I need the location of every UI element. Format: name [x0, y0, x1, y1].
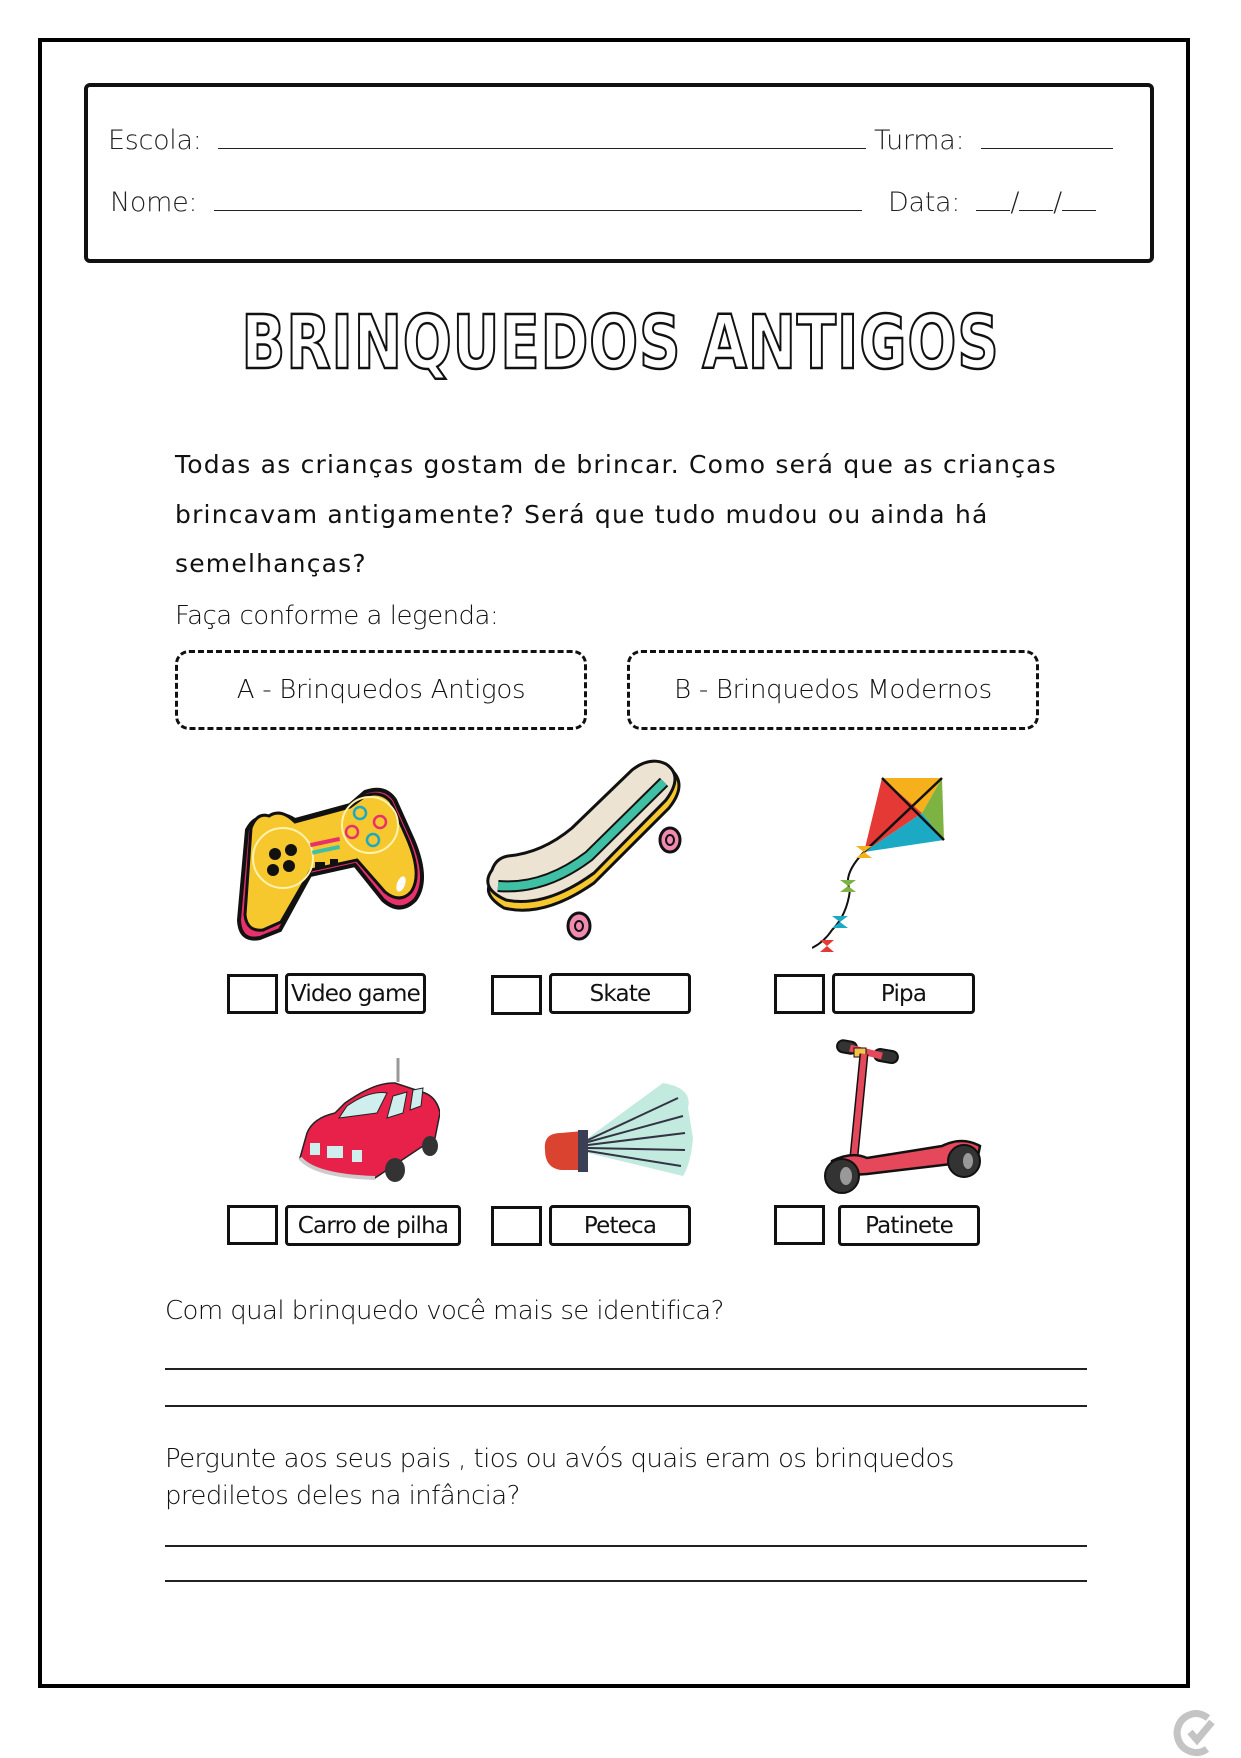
name-row [110, 186, 862, 218]
date-separator: / [1053, 187, 1062, 218]
scooter-icon [812, 1036, 987, 1196]
intro-line: brincavam antigamente? Será que tudo mudou ou ainda há [175, 499, 989, 529]
school-field[interactable] [218, 124, 866, 149]
shuttlecock-icon [543, 1078, 693, 1178]
date-row [888, 186, 1096, 218]
toy-label-pipa: Pipa [832, 973, 975, 1014]
toy-label-patinete: Patinete [838, 1205, 980, 1246]
answer-line[interactable] [165, 1580, 1087, 1582]
answer-checkbox-patinete[interactable] [774, 1205, 825, 1245]
answer-checkbox-carro-de-pilha[interactable] [227, 1205, 278, 1245]
checkmark-logo-icon [1170, 1708, 1220, 1758]
toy-label-video-game: Video game [285, 973, 426, 1014]
date-separator: / [1010, 187, 1020, 218]
class-label: Turma: [874, 125, 965, 156]
name-field[interactable] [214, 186, 862, 211]
page-title: BRINQUEDOS ANTIGOS [241, 300, 1000, 386]
answer-checkbox-peteca[interactable] [491, 1206, 542, 1246]
toy-label-skate: Skate [549, 973, 691, 1014]
question-1 [165, 1293, 724, 1330]
date-label: Data: [888, 187, 961, 218]
kite-icon [812, 770, 962, 960]
name-label: Nome: [110, 187, 198, 218]
instruction-text: Faça conforme a legenda: [175, 601, 499, 631]
date-year-field[interactable] [1062, 186, 1096, 211]
class-field[interactable] [981, 124, 1113, 149]
student-info-header [84, 83, 1154, 263]
toy-car-icon [295, 1058, 440, 1183]
date-month-field[interactable] [1019, 186, 1053, 211]
toy-label-carro-de-pilha: Carro de pilha [285, 1205, 461, 1246]
question-2 [165, 1441, 954, 1515]
class-row [874, 124, 1113, 156]
answer-line[interactable] [165, 1368, 1087, 1370]
school-label: Escola: [108, 125, 202, 156]
intro-paragraph [175, 440, 1075, 589]
skateboard-icon [484, 758, 689, 943]
legend-modern-toys: B - Brinquedos Modernos [627, 650, 1039, 730]
intro-line: semelhanças? [175, 549, 367, 578]
legend-old-toys: A - Brinquedos Antigos [175, 650, 587, 730]
gamepad-icon [235, 780, 435, 950]
intro-line: Todas as crianças gostam de brincar. Como será que as crianças [175, 450, 1057, 479]
date-day-field[interactable] [976, 186, 1010, 211]
toy-label-peteca: Peteca [549, 1205, 691, 1246]
answer-checkbox-pipa[interactable] [774, 974, 825, 1014]
answer-checkbox-video-game[interactable] [227, 974, 278, 1014]
answer-checkbox-skate[interactable] [491, 975, 542, 1015]
school-row [108, 124, 866, 156]
question-1-line: Com qual brinquedo você mais se identifica? [165, 1296, 724, 1326]
answer-line[interactable] [165, 1405, 1087, 1407]
question-2-line: Pergunte aos seus pais , tios ou avós quais eram os brinquedos [165, 1444, 954, 1474]
answer-line[interactable] [165, 1545, 1087, 1547]
question-2-line: prediletos deles na infância? [165, 1481, 520, 1511]
